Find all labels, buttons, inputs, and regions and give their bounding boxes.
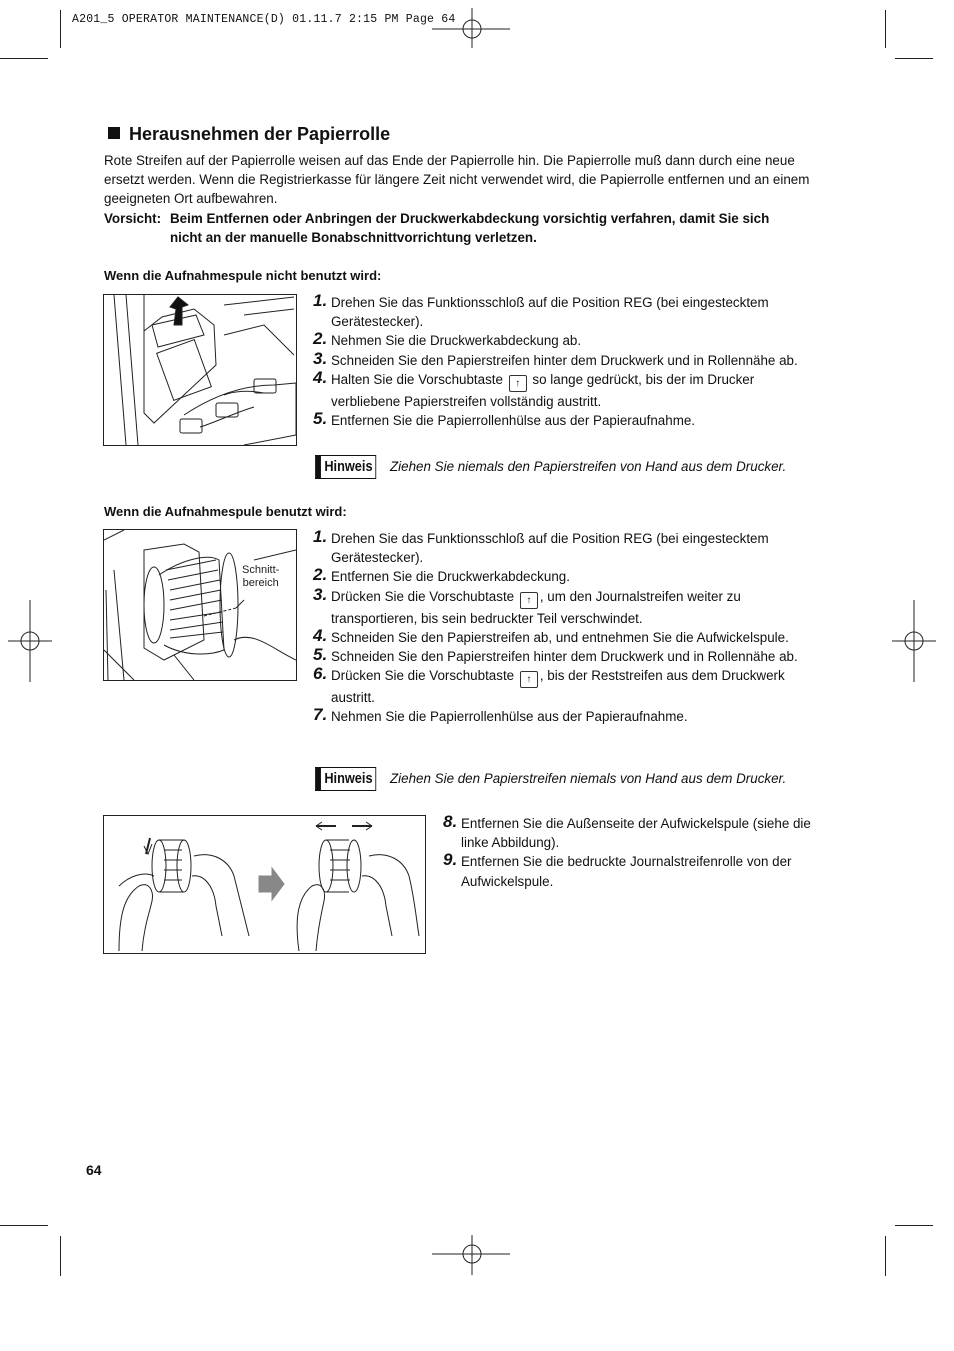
step-text: Schneiden Sie den Papierstreifen hinter dem Druckwerk und in Rollennähe ab.: [331, 649, 798, 665]
caution-label: Vorsicht:: [104, 211, 162, 226]
step-number: 3.: [313, 348, 328, 368]
step-text: Entfernen Sie die Papierrollenhülse aus der Papieraufnahme.: [331, 413, 696, 429]
step-text: so lange gedrückt, bis der im Drucker verbliebene Papierstreifen vollständig austritt.: [331, 371, 755, 409]
section1-steps: [315, 293, 820, 430]
figure-takeup-spool: [103, 529, 297, 681]
section-title-text: Herausnehmen der Papierrolle: [129, 124, 391, 144]
registration-mark: [892, 600, 936, 682]
step-number: 8.: [443, 812, 458, 831]
step-text: Halten Sie die Vorschubtaste: [331, 371, 503, 387]
step-number: 9.: [443, 850, 458, 870]
registration-mark: [432, 1235, 512, 1277]
step-number: 2.: [313, 565, 328, 585]
step-text: Entfernen Sie die bedruckte Journalstreifenrolle von der Aufwickelspule.: [461, 854, 792, 889]
section3-steps: [445, 814, 830, 891]
note-badge: Hinweis: [315, 455, 376, 479]
step-text: Entfernen Sie die Außenseite der Aufwickelspule (siehe die linke Abbildung).: [461, 816, 811, 851]
step-text: Nehmen Sie die Papierrollenhülse aus der Papieraufnahme.: [331, 709, 688, 725]
step-text: Drehen Sie das Funktionsschloß auf die Position REG (bei eingestecktem Gerätestecker).: [331, 295, 769, 330]
figure-label: Schnitt-: [242, 564, 280, 576]
list-item: [313, 584, 825, 628]
list-item: [315, 647, 825, 666]
step-text: , um den Journalstreifen weiter zu transportieren, bis sein bedruckter Teil verschwindet.: [331, 588, 741, 626]
list-item: [315, 707, 825, 726]
step-number: 5.: [313, 645, 328, 665]
caution-block: [104, 209, 834, 247]
step-number: 7.: [313, 705, 328, 725]
figure-spool-removal: [103, 815, 426, 954]
step-text: , bis der Reststreifen aus dem Druckwerk austritt.: [331, 668, 785, 706]
square-bullet-icon: [108, 127, 120, 139]
list-item: [313, 348, 820, 370]
step-text: Entfernen Sie die Druckwerkabdeckung.: [331, 569, 570, 585]
list-item: [445, 814, 830, 852]
section2-note: [315, 767, 835, 791]
feed-key-icon: ↑: [520, 671, 538, 688]
step-number: 6.: [313, 664, 328, 684]
list-item: [315, 529, 825, 567]
step-number: 1.: [313, 527, 328, 546]
list-item: [313, 367, 820, 411]
step-number: 2.: [313, 329, 328, 349]
intro-paragraph: Rote Streifen auf der Papierrolle weisen auf das Ende der Papierrolle hin. Die Papierrolle muß dann durch eine neue ersetzt werden. Wenn die Registrierkasse für längere Zeit nicht verwendet wird, die Papierrolle entfernen und an einem geeigneten Ort aufbewahren.: [104, 153, 810, 207]
crop-mark: [895, 58, 933, 59]
caution-line-2: nicht an der manuelle Bonabschnittvorrichtung verletzen.: [170, 230, 537, 246]
section2-steps: [315, 529, 825, 727]
section2-heading: Wenn die Aufnahmespule benutzt wird:: [104, 504, 347, 519]
crop-mark: [895, 1225, 933, 1226]
list-item: [315, 293, 820, 331]
note-badge: Hinweis: [315, 767, 376, 791]
registration-mark: [8, 600, 52, 682]
figure-printer-cover: [103, 294, 297, 446]
list-item: [315, 567, 825, 586]
list-item: [315, 666, 825, 707]
list-item: [315, 331, 820, 350]
list-item: [445, 852, 830, 890]
section1-note: [315, 455, 835, 479]
note-text: Ziehen Sie den Papierstreifen niemals von Hand aus dem Drucker.: [390, 771, 787, 786]
section-title: [108, 124, 390, 145]
step-number: 1.: [313, 291, 328, 310]
step-text: Drehen Sie das Funktionsschloß auf die Position REG (bei eingestecktem Gerätestecker).: [331, 531, 769, 566]
step-number: 4.: [313, 367, 328, 387]
step-text: Drücken Sie die Vorschubtaste: [331, 588, 515, 604]
crop-mark: [60, 1236, 61, 1276]
crop-mark: [0, 1225, 48, 1226]
step-text: Nehmen Sie die Druckwerkabdeckung ab.: [331, 333, 582, 349]
list-item: [315, 411, 820, 430]
feed-key-icon: ↑: [520, 592, 538, 609]
section1-heading: Wenn die Aufnahmespule nicht benutzt wird:: [104, 268, 382, 283]
figure-label: bereich: [242, 577, 279, 589]
step-text: Schneiden Sie den Papierstreifen ab, und entnehmen Sie die Aufwickelspule.: [331, 629, 789, 645]
step-text: Drücken Sie die Vorschubtaste: [331, 668, 515, 684]
crop-mark: [60, 10, 61, 48]
crop-mark: [885, 1236, 886, 1276]
step-number: 4.: [313, 625, 328, 645]
note-text: Ziehen Sie niemals den Papierstreifen von Hand aus dem Drucker.: [390, 459, 787, 474]
page-number: 64: [86, 1162, 102, 1178]
crop-mark: [0, 58, 48, 59]
step-text: Schneiden Sie den Papierstreifen hinter dem Druckwerk und in Rollennähe ab.: [331, 352, 798, 368]
step-number: 3.: [313, 584, 328, 604]
caution-line-1: Beim Entfernen oder Anbringen der Druckwerkabdeckung vorsichtig verfahren, damit Sie sich: [170, 211, 770, 226]
step-number: 5.: [313, 409, 328, 429]
list-item: [313, 625, 825, 647]
crop-mark: [885, 10, 886, 48]
feed-key-icon: ↑: [509, 375, 527, 392]
print-header: A201_5 OPERATOR MAINTENANCE(D) 01.11.7 2:15 PM Page 64: [72, 13, 456, 26]
